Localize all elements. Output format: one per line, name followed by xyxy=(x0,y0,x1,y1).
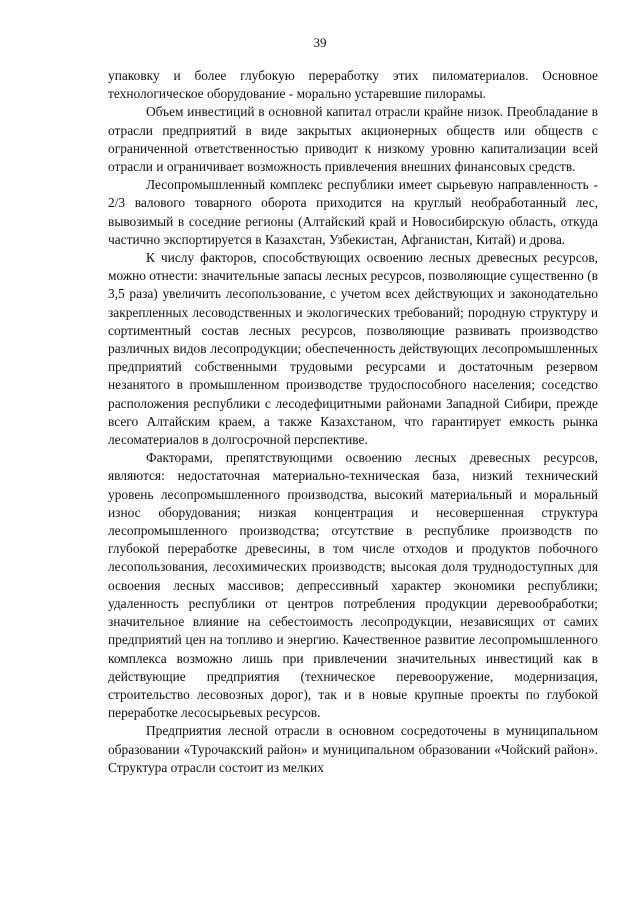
paragraph-enterprises: Предприятия лесной отрасли в основном сосредоточены в муниципальном образовании «Турочакский район» и муниципальном образовании «Чойский район». Структура отрасли состоит из мелких xyxy=(108,723,598,775)
document-body xyxy=(108,67,598,777)
paragraph-raw-materials: Лесопромышленный комплекс республики имеет сырьевую направленность - 2/3 валового товарного оборота приходится на круглый необработанный лес, вывозимый в соседние регионы (Алтайский край и Новосибирскую область, откуда частично экспортируется в Казахстан, Узбекистан, Афганистан, Китай) и дрова. xyxy=(108,177,598,247)
paragraph-hindering-factors: Факторами, препятствующими освоению лесных древесных ресурсов, являются: недостаточная материально-техническая база, низкий технический уровень лесопромышленного производства, высокий материальный и моральный износ оборудования; низкая концентрация и несовершенная структура лесопромышленного производства; отсутствие в республике производств по глубокой переработке древесины, в том числе отходов и продуктов побочного лесопользования, лесохимических производств; высокая доля труднодоступных для освоения лесных массивов; депрессивный характер экономики республики; удаленность республики от центров потребления продукции деревообработки; значительное влияние на себестоимость лесопродукции, независящих от самих предприятий цен на топливо и энергию. Качественное развитие лесопромышленного комплекса возможно лишь при привлечении значительных инвестиций как в действующие предприятия (техническое перевооружение, модернизация, строительство лесовозных дорог), так и в новые крупные проекты по глубокой переработке лесосырьевых ресурсов. xyxy=(108,450,598,721)
paragraph-investment: Объем инвестиций в основной капитал отрасли крайне низок. Преобладание в отрасли предприятий в виде закрытых акционерных обществ или обществ с ограниченной ответственностью приводит к низкому уровню капитализации всей отрасли и ограничивает возможность привлечения внешних финансовых средств. xyxy=(108,104,598,175)
paragraph-favorable-factors: К числу факторов, способствующих освоению лесных древесных ресурсов, можно отнести: значительные запасы лесных ресурсов, позволяющие существенно (в 3,5 раза) увеличить лесопользование, с учетом всех действующих и законодательно закрепленных лесоводственных и экологических требований; породную структуру и сортиментный состав лесных ресурсов, позволяющие развивать производство различных видов лесопродукции; обеспеченность действующих лесопромышленных предприятий собственными трудовыми ресурсами и достаточным резервом незанятого в промышленном производстве трудоспособного населения; соседство расположения республики с лесодефицитными районами Западной Сибири, прежде всего Алтайским краем, а также Казахстаном, что гарантирует емкость рынка лесоматериалов в долгосрочной перспективе. xyxy=(108,250,598,448)
page-number: 39 xyxy=(313,35,327,50)
paragraph-continuation: упаковку и более глубокую переработку этих пиломатериалов. Основное технологическое оборудование - морально устаревшие пилорамы. xyxy=(108,68,598,102)
